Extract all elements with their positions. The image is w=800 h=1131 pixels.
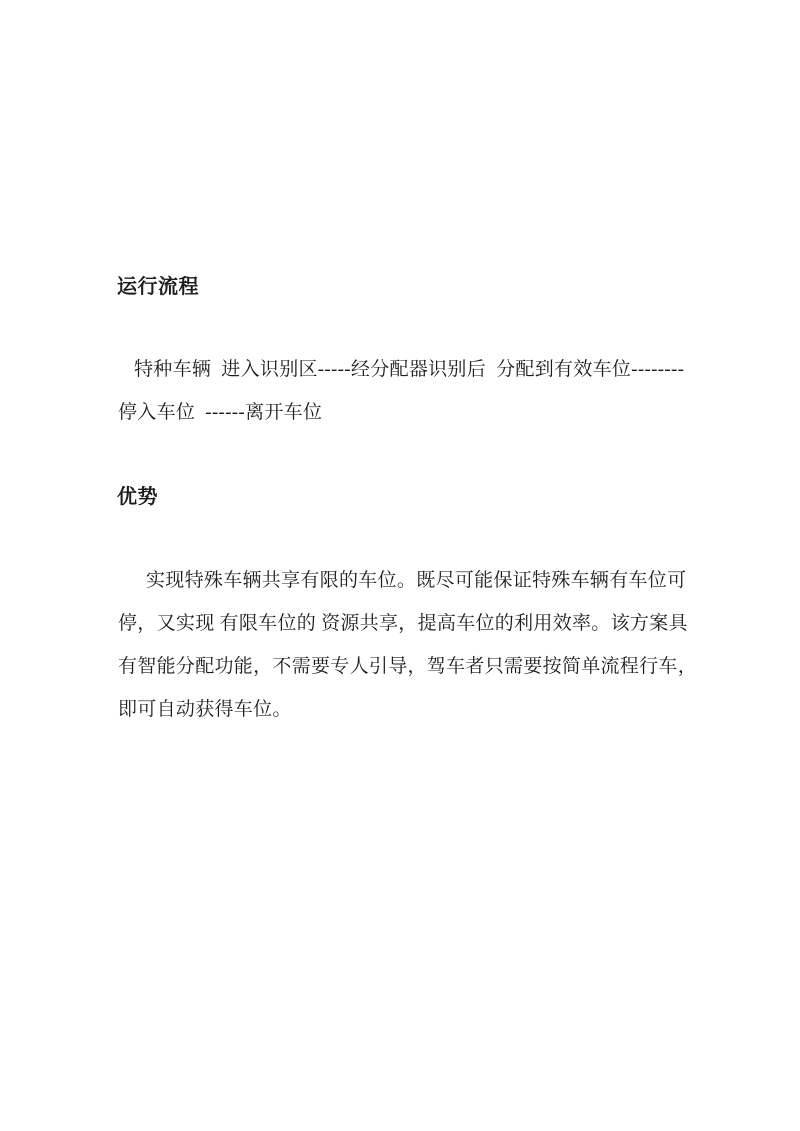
- flow-paragraph-line-1: 特种车辆 进入识别区-----经分配器识别后 分配到有效车位--------: [134, 359, 685, 380]
- flow-paragraph-line-2: 停入车位 ------离开车位: [118, 402, 323, 423]
- heading-advantage: 优势: [117, 486, 158, 508]
- advantage-paragraph-line-3: 有智能分配功能，不需要专人引导，驾车者只需要按简单流程行车，: [118, 656, 698, 677]
- advantage-paragraph-line-1: 实现特殊车辆共享有限的车位。既尽可能保证特殊车辆有车位可: [146, 570, 687, 591]
- advantage-paragraph-line-4: 即可自动获得车位。: [118, 699, 292, 720]
- advantage-paragraph-line-2: 停，又实现 有限车位的 资源共享，提高车位的利用效率。该方案具: [118, 613, 688, 634]
- heading-run-process: 运行流程: [117, 276, 199, 298]
